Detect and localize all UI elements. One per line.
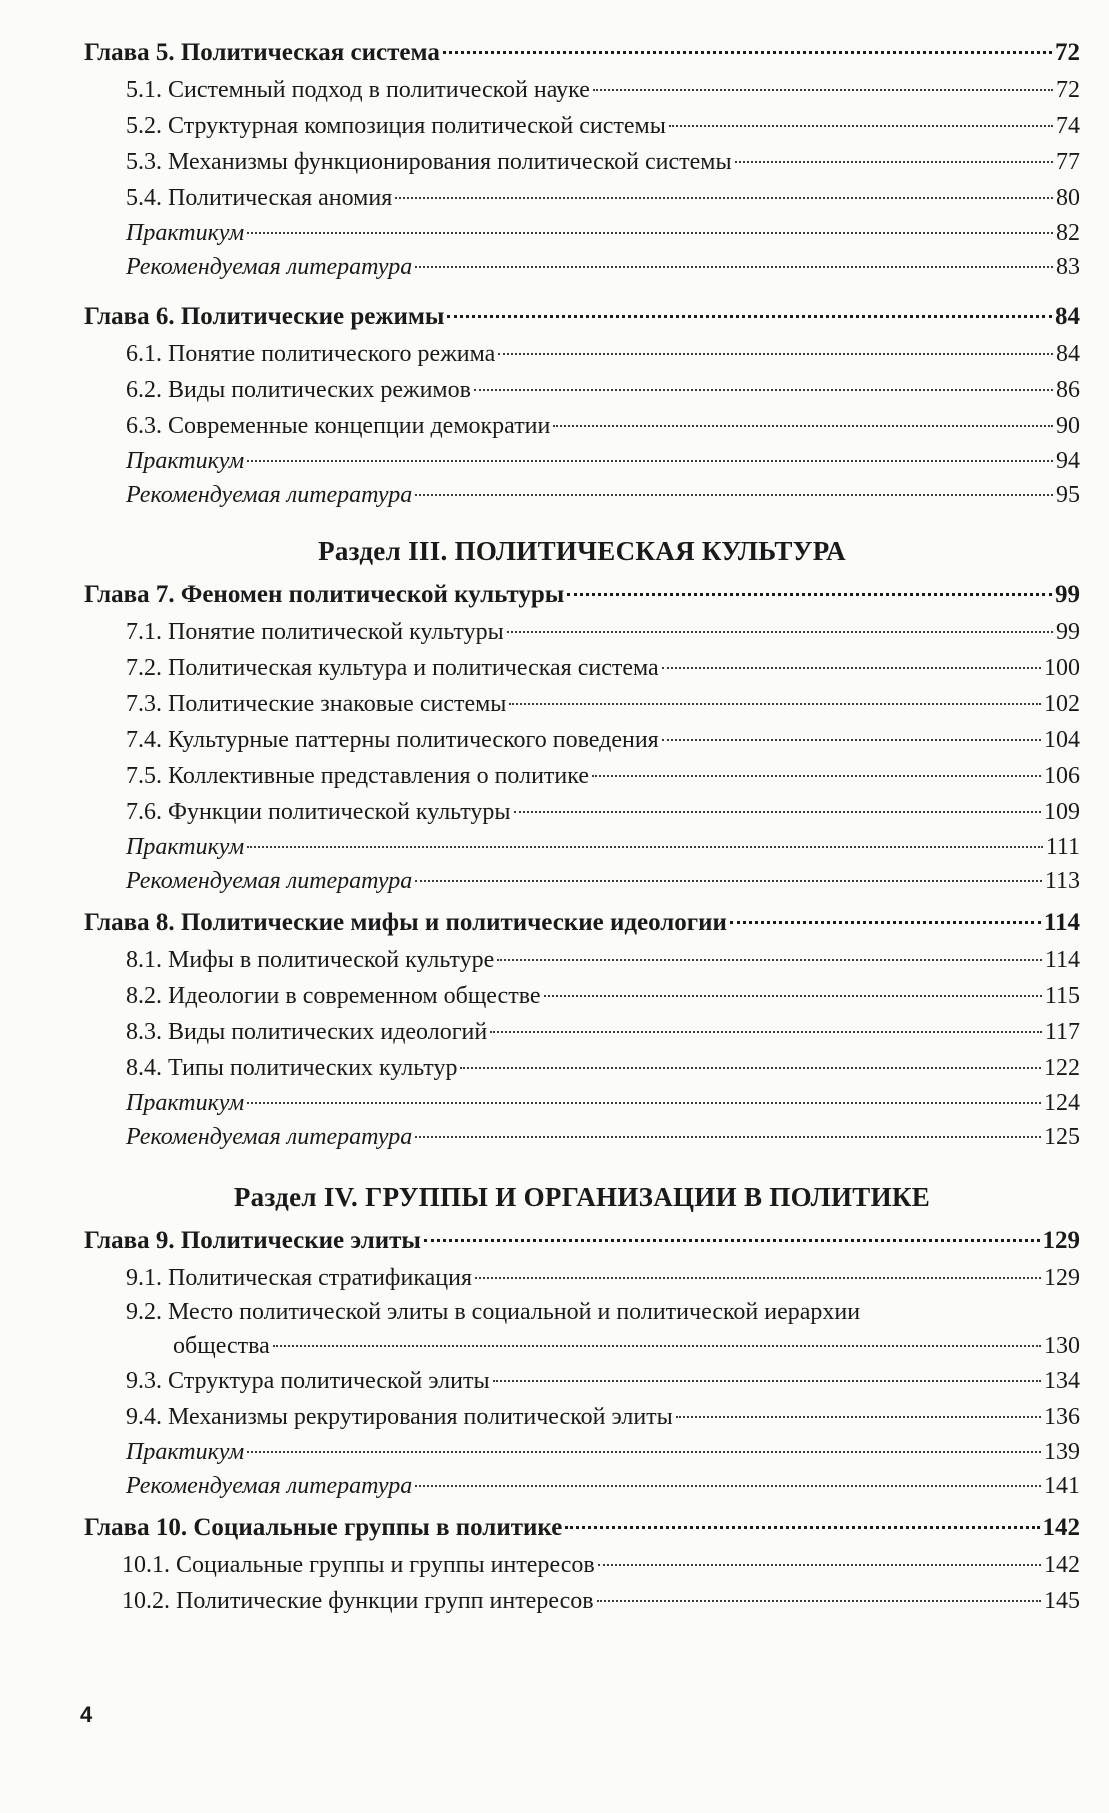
toc-item[interactable]	[84, 180, 1080, 216]
page-number: 114	[1044, 947, 1080, 973]
section-heading: Раздел IV. ГРУППЫ И ОРГАНИЗАЦИИ В ПОЛИТИКЕ	[233, 1182, 931, 1212]
page-number: 129	[1044, 1265, 1080, 1291]
item-title: Рекомендуемая литература	[126, 254, 413, 280]
page-number: 109	[1044, 799, 1080, 825]
toc-item[interactable]	[84, 408, 1080, 444]
toc-item-literature[interactable]	[84, 864, 1080, 898]
page-number: 115	[1044, 983, 1080, 1009]
page-number: 106	[1044, 763, 1080, 789]
dot-leader	[247, 1102, 1041, 1104]
page-number: 84	[1055, 303, 1080, 330]
dot-leader	[593, 89, 1053, 91]
toc-item-literature[interactable]	[84, 1469, 1080, 1503]
page-number: 95	[1056, 482, 1080, 508]
item-title-line-2-row	[126, 1329, 1080, 1363]
chapter-title: Глава 5. Политическая система	[84, 39, 440, 66]
item-title: 7.3. Политические знаковые системы	[126, 691, 507, 717]
chapter-title: Глава 6. Политические режимы	[84, 303, 445, 330]
dot-leader	[447, 315, 1052, 318]
dot-leader	[676, 1416, 1041, 1418]
toc-item[interactable]	[84, 942, 1080, 978]
page-number: 80	[1056, 185, 1080, 211]
toc-item[interactable]	[84, 1260, 1080, 1296]
dot-leader	[415, 1485, 1041, 1487]
item-title: 6.2. Виды политических режимов	[126, 377, 471, 403]
toc-chapter-10[interactable]	[84, 1509, 1080, 1547]
toc-item[interactable]	[84, 1363, 1080, 1399]
page-number: 99	[1055, 581, 1080, 608]
page-number: 114	[1043, 909, 1080, 936]
toc-item[interactable]	[84, 144, 1080, 180]
toc-item[interactable]	[84, 686, 1080, 722]
toc-item[interactable]	[84, 1014, 1080, 1050]
dot-leader	[735, 161, 1053, 163]
page-number: 117	[1044, 1019, 1080, 1045]
dot-leader	[424, 1239, 1040, 1242]
chapter-title: Глава 9. Политические элиты	[84, 1227, 421, 1254]
toc-chapter-9[interactable]	[84, 1222, 1080, 1260]
page-number: 125	[1044, 1124, 1080, 1150]
toc-item[interactable]	[84, 650, 1080, 686]
page-number: 130	[1044, 1333, 1080, 1359]
item-title: Рекомендуемая литература	[126, 1473, 413, 1499]
item-title: 9.4. Механизмы рекрутирования политической элиты	[126, 1404, 673, 1430]
toc-chapter-6[interactable]	[84, 298, 1080, 336]
page-number: 99	[1056, 619, 1080, 645]
toc-item[interactable]	[84, 1050, 1080, 1086]
dot-leader	[565, 1526, 1039, 1529]
dot-leader	[415, 1136, 1041, 1138]
toc-item[interactable]	[84, 336, 1080, 372]
item-title: 9.1. Политическая стратификация	[126, 1265, 472, 1291]
page-number: 83	[1056, 254, 1080, 280]
item-title: 7.5. Коллективные представления о политике	[126, 763, 589, 789]
dot-leader	[475, 1277, 1041, 1279]
dot-leader	[514, 811, 1041, 813]
dot-leader	[597, 1600, 1041, 1602]
page-number: 77	[1056, 149, 1080, 175]
dot-leader	[247, 846, 1043, 848]
page-number: 84	[1056, 341, 1080, 367]
page-number: 141	[1044, 1473, 1080, 1499]
dot-leader	[497, 959, 1042, 961]
dot-leader	[669, 125, 1053, 127]
toc-item[interactable]	[84, 372, 1080, 408]
dot-leader	[415, 266, 1053, 268]
toc-chapter-5[interactable]	[84, 34, 1080, 72]
dot-leader	[273, 1345, 1041, 1347]
toc-item[interactable]	[84, 108, 1080, 144]
toc-item[interactable]	[84, 1399, 1080, 1435]
page-number: 90	[1056, 413, 1080, 439]
item-title: Рекомендуемая литература	[126, 868, 413, 894]
item-title: Рекомендуемая литература	[126, 482, 413, 508]
item-title: 8.4. Типы политических культур	[126, 1055, 458, 1081]
item-title: 10.2. Политические функции групп интересов	[122, 1588, 594, 1614]
chapter-title: Глава 10. Социальные группы в политике	[84, 1514, 563, 1541]
page-number: 142	[1042, 1514, 1080, 1541]
dot-leader	[415, 494, 1053, 496]
table-of-contents	[84, 34, 1080, 1619]
page-folio: 4	[80, 1702, 93, 1727]
page-number: 129	[1042, 1227, 1080, 1254]
dot-leader	[493, 1380, 1041, 1382]
page-number: 111	[1045, 834, 1080, 860]
item-title-line-2: общества	[173, 1333, 270, 1359]
item-title: Практикум	[126, 834, 245, 860]
dot-leader	[460, 1067, 1041, 1069]
toc-item-practicum[interactable]	[84, 1435, 1080, 1469]
toc-item-practicum[interactable]	[84, 830, 1080, 864]
item-title: 7.4. Культурные паттерны политического поведения	[126, 727, 659, 753]
page-number: 134	[1044, 1368, 1080, 1394]
toc-item-literature[interactable]	[84, 250, 1080, 284]
page-number: 86	[1056, 377, 1080, 403]
item-title: 9.3. Структура политической элиты	[126, 1368, 490, 1394]
page-number: 124	[1044, 1090, 1080, 1116]
item-title: 6.1. Понятие политического режима	[126, 341, 496, 367]
toc-item-practicum[interactable]	[84, 1086, 1080, 1120]
dot-leader	[567, 593, 1052, 596]
page-number: 94	[1056, 448, 1080, 474]
dot-leader	[247, 232, 1053, 234]
item-title: Практикум	[126, 1090, 245, 1116]
toc-item-literature[interactable]	[84, 1120, 1080, 1154]
dot-leader	[490, 1031, 1042, 1033]
toc-item[interactable]	[84, 72, 1080, 108]
toc-item[interactable]	[84, 1583, 1080, 1619]
item-title: 6.3. Современные концепции демократии	[126, 413, 551, 439]
dot-leader	[443, 51, 1052, 54]
dot-leader	[474, 389, 1053, 391]
toc-item-practicum[interactable]	[84, 216, 1080, 250]
dot-leader	[730, 921, 1041, 924]
page-number: 72	[1056, 77, 1080, 103]
item-title: 5.2. Структурная композиция политической системы	[126, 113, 666, 139]
page-number: 102	[1044, 691, 1080, 717]
page-number: 145	[1044, 1588, 1080, 1614]
page-number: 113	[1044, 868, 1080, 894]
dot-leader	[662, 739, 1041, 741]
chapter-title: Глава 7. Феномен политической культуры	[84, 581, 565, 608]
page-number: 136	[1044, 1404, 1080, 1430]
item-title: Рекомендуемая литература	[126, 1124, 413, 1150]
item-title: 10.1. Социальные группы и группы интересов	[122, 1552, 595, 1578]
page-number: 142	[1044, 1552, 1080, 1578]
toc-item[interactable]	[84, 794, 1080, 830]
page-number: 72	[1055, 39, 1080, 66]
item-title: 5.1. Системный подход в политической науке	[126, 77, 590, 103]
dot-leader	[553, 425, 1053, 427]
item-title: Практикум	[126, 1439, 245, 1465]
toc-chapter-8[interactable]	[84, 904, 1080, 942]
dot-leader	[509, 703, 1041, 705]
toc-chapter-7[interactable]	[84, 576, 1080, 614]
dot-leader	[598, 1564, 1041, 1566]
toc-item-multiline[interactable]	[84, 1296, 1080, 1363]
item-title: 5.4. Политическая аномия	[126, 185, 393, 211]
dot-leader	[544, 995, 1042, 997]
chapter-title: Глава 8. Политические мифы и политические идеологии	[84, 909, 727, 936]
item-title: Практикум	[126, 448, 245, 474]
dot-leader	[507, 631, 1053, 633]
dot-leader	[662, 667, 1041, 669]
item-title: 7.6. Функции политической культуры	[126, 799, 511, 825]
item-title-line-1: 9.2. Место политической элиты в социальной и политической иерархии	[126, 1299, 861, 1325]
item-title: 5.3. Механизмы функционирования политической системы	[126, 149, 732, 175]
page-number: 122	[1044, 1055, 1080, 1081]
page-number: 82	[1056, 220, 1080, 246]
dot-leader	[395, 197, 1053, 199]
page-number: 100	[1044, 655, 1080, 681]
item-title: 8.2. Идеологии в современном обществе	[126, 983, 541, 1009]
dot-leader	[498, 353, 1053, 355]
item-title: 8.3. Виды политических идеологий	[126, 1019, 488, 1045]
section-heading: Раздел III. ПОЛИТИЧЕСКАЯ КУЛЬТУРА	[318, 536, 846, 566]
dot-leader	[415, 880, 1042, 882]
item-title: 7.2. Политическая культура и политическая система	[126, 655, 659, 681]
dot-leader	[247, 460, 1053, 462]
toc-item[interactable]	[84, 722, 1080, 758]
spacer	[84, 284, 1080, 298]
toc-item[interactable]	[84, 1547, 1080, 1583]
dot-leader	[592, 775, 1041, 777]
dot-leader	[247, 1451, 1041, 1453]
page-number: 104	[1044, 727, 1080, 753]
toc-item[interactable]	[84, 758, 1080, 794]
toc-item[interactable]	[84, 978, 1080, 1014]
toc-item-practicum[interactable]	[84, 444, 1080, 478]
item-title: 7.1. Понятие политической культуры	[126, 619, 504, 645]
item-title: Практикум	[126, 220, 245, 246]
page-number: 139	[1044, 1439, 1080, 1465]
toc-item[interactable]	[84, 614, 1080, 650]
page-number: 74	[1056, 113, 1080, 139]
toc-item-literature[interactable]	[84, 478, 1080, 512]
item-title: 8.1. Мифы в политической культуре	[126, 947, 495, 973]
